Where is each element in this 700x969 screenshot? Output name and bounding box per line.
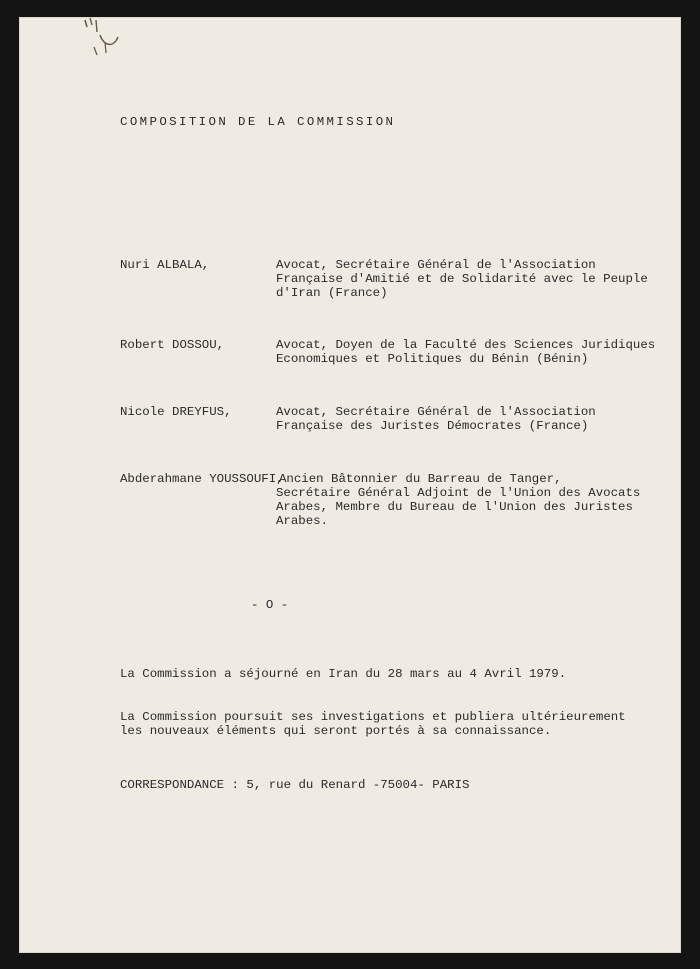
member-role-line: Avocat, Doyen de la Faculté des Sciences Juridiques (276, 338, 656, 352)
member-role-line: Secrétaire Général Adjoint de l'Union des Avocats (276, 486, 641, 500)
member-name: Abderahmane YOUSSOUFI, (120, 472, 284, 486)
correspondence-address: CORRESPONDANCE : 5, rue du Renard -75004- PARIS (120, 778, 470, 792)
member-role-line: Française des Juristes Démocrates (France) (276, 419, 589, 433)
section-separator: - O - (251, 598, 289, 612)
member-role-line: Arabes. (276, 514, 329, 528)
handwritten-mark (81, 17, 121, 59)
member-role-line: Avocat, Secrétaire Général de l'Association (276, 405, 596, 419)
member-role-line: Avocat, Secrétaire Général de l'Association (276, 258, 596, 272)
investigation-note-line: les nouveaux éléments qui seront portés à sa connaissance. (120, 724, 552, 738)
stay-note: La Commission a séjourné en Iran du 28 mars au 4 Avril 1979. (120, 667, 567, 681)
investigation-note-line: La Commission poursuit ses investigations et publiera ultérieurement (120, 710, 626, 724)
page-title: COMPOSITION DE LA COMMISSION (120, 115, 396, 129)
member-role-line: Economiques et Politiques du Bénin (Bénin) (276, 352, 589, 366)
member-role-line: d'Iran (France) (276, 286, 388, 300)
member-role-line: Française d'Amitié et de Solidarité avec le Peuple (276, 272, 648, 286)
document-page (19, 17, 681, 953)
member-name: Nuri ALBALA, (120, 258, 210, 272)
member-role-line: Ancien Bâtonnier du Barreau de Tanger, (279, 472, 562, 486)
member-name: Nicole DREYFUS, (120, 405, 232, 419)
member-role-line: Arabes, Membre du Bureau de l'Union des Juristes (276, 500, 633, 514)
member-name: Robert DOSSOU, (120, 338, 225, 352)
